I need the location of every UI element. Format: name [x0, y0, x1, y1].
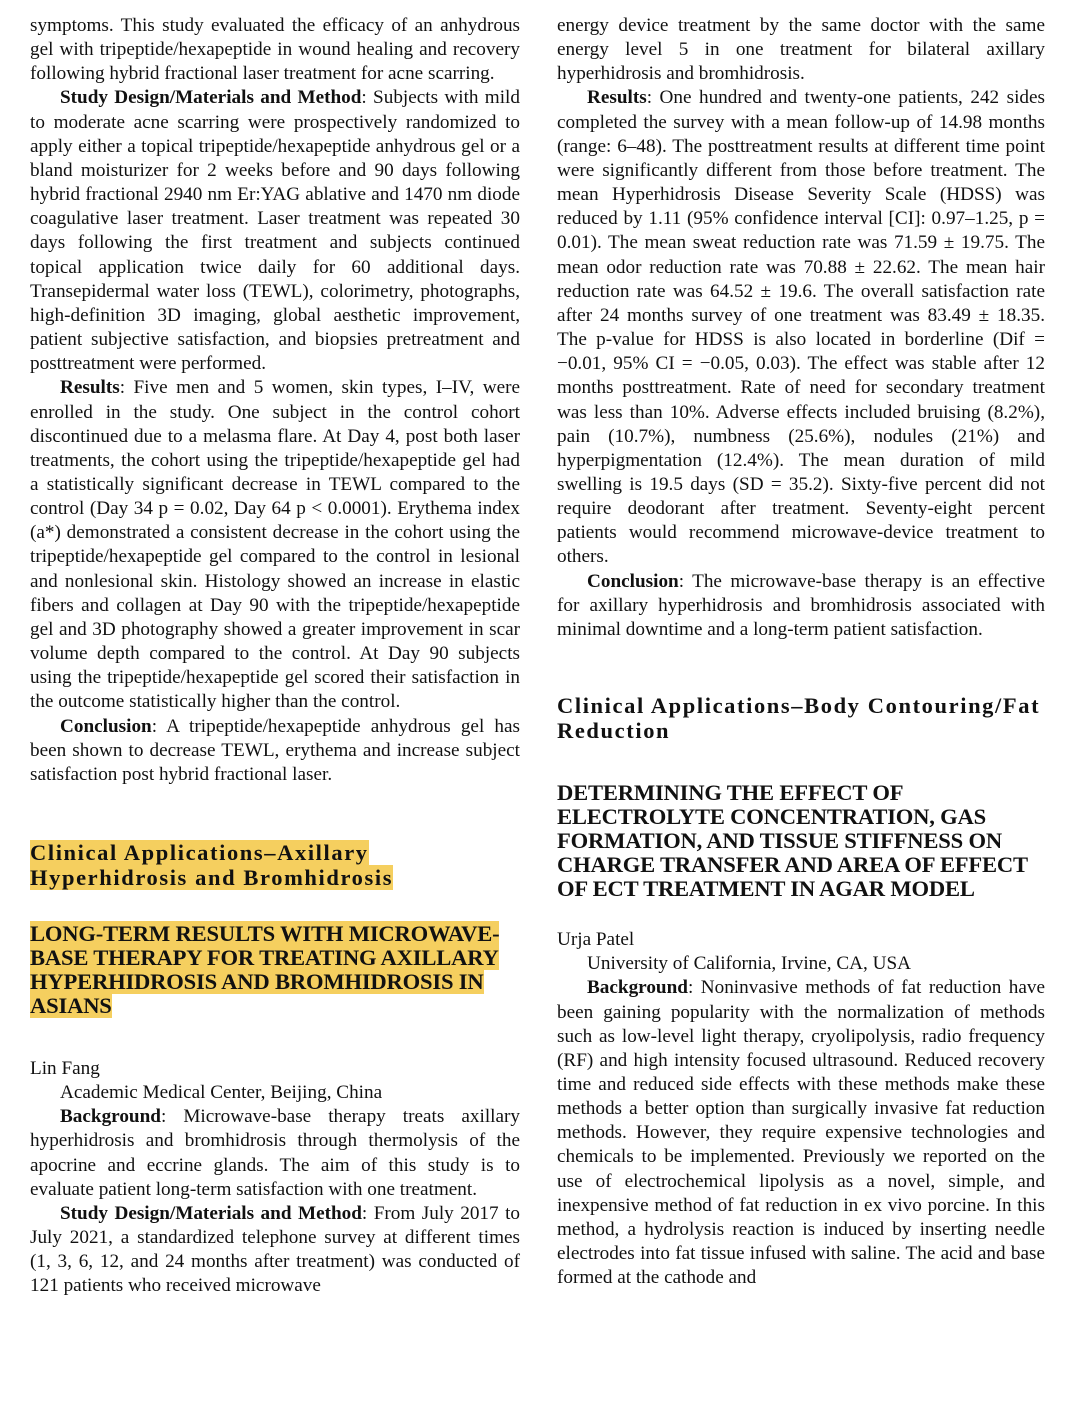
author-name: Lin Fang	[30, 1058, 100, 1079]
paragraph-label: Conclusion	[587, 570, 679, 592]
section-heading-text: Clinical Applications–Axillary Hyperhidrosis and Bromhidrosis	[30, 840, 394, 890]
paragraph-text: : One hundred and twenty-one patients, 242 sides completed the survey with a mean follow-up of 14.98 months (range: 6–48). The posttreatment results at different time point were significantly different from those before treatment. The mean Hyperhidrosis Disease Severity Scale (HDSS) was reduced by 1.11 (95% confidence interval [CI]: 0.97–1.25, p = 0.01). The mean sweat reduction rate was 71.59 ± 19.75. The mean odor reduction rate was 70.88 ± 22.62. The mean hair reduction rate was 64.52 ± 19.6. The overall satisfaction rate after 24 months survey of one treatment was 83.49 ± 18.35. The p-value for HDSS is also located in borderline (Dif = −0.01, 95% CI = −0.05, 0.03). The effect was stable after 12 months posttreatment. Rate of need for secondary treatment was less than 10%. Adverse effects included bruising (8.2%), pain (10.7%), numbness (25.6%), nodules (21%) and hyperpigmentation (12.4%). The mean duration of mild swelling is 19.5 days (SD = 35.2). Sixty-five percent did not require deodorant after treatment. Seventy-eight percent patients would recommend microwave-device treatment to others.	[557, 87, 1045, 568]
article-title	[30, 922, 520, 1018]
article-title: DETERMINING THE EFFECT OF ELECTROLYTE CONCENTRATION, GAS FORMATION, AND TISSUE STIFFNESS ON CHARGE TRANSFER AND AREA OF EFFECT OF ECT TREATMENT IN AGAR MODEL	[557, 780, 1028, 902]
section-heading: Clinical Applications–Body Contouring/Fat Reduction	[557, 693, 1041, 743]
paragraph-label: Study Design/Materials and Method	[60, 87, 362, 109]
author-affiliation: University of California, Irvine, CA, USA	[587, 953, 912, 975]
paragraph-text: : Noninvasive methods of fat reduction have been gaining popularity with the normalization of methods such as low-level light therapy, cryolipolysis, radio frequency (RF) and high intensity focused ultrasound. Reduced recovery time and reduced side effects with these methods make these methods a better option than surgically invasive fat reduction methods. However, they require expensive technologies and chemicals to be implemented. Previously we reported on the use of electrochemical lipolysis as a novel, simple, and inexpensive method of fat reduction in ex vivo porcine. In this method, a hydrolysis reaction is induced by inserting needle electrodes into fat tissue infused with saline. The acid and base formed at the cathode and	[557, 977, 1045, 1289]
body-paragraph	[557, 976, 1045, 1290]
paragraph-text: : From July 2017 to July 2021, a standardized telephone survey at different times (1, 3, 6, 12, and 24 months after treatment) was conducted of 121 patients who received microwave	[30, 1202, 520, 1297]
body-paragraph	[30, 1202, 520, 1299]
body-paragraph: symptoms. This study evaluated the efficacy of an anhydrous gel with tripeptide/hexapeptide in wound healing and recovery following hybrid fractional laser treatment for acne scarring.	[30, 15, 520, 85]
body-paragraph	[30, 715, 520, 787]
paragraph-label: Background	[587, 977, 688, 999]
body-paragraph	[557, 570, 1045, 642]
paragraph-text: : Microwave-base therapy treats axillary hyperhidrosis and bromhidrosis through thermolysis of the apocrine and eccrine glands. The aim of this study is to evaluate patient long-term satisfaction with one treatment.	[30, 1106, 520, 1200]
paragraph-text: : Five men and 5 women, skin types, I–IV, were enrolled in the study. One subject in the control cohort discontinued due to a melasma flare. At Day 4, post both laser treatments, the cohort using the tripeptide/hexapeptide gel had a statistically significant decrease in TEWL compared to the control (Day 34 p = 0.02, Day 64 p < 0.0001). Erythema index (a*) demonstrated a consistent decrease in the cohort using the tripeptide/hexapeptide gel compared to the control in lesional and nonlesional skin. Histology showed an increase in elastic fibers and collagen at Day 90 with the tripeptide/hexapeptide gel and 3D photography showed a greater improvement in scar volume depth compared to the control. At Day 90 subjects using the tripeptide/hexapeptide gel scored their satisfaction in the outcome statistically higher than the control.	[30, 377, 520, 713]
right-column	[557, 14, 1045, 1290]
section-heading	[30, 841, 520, 890]
paragraph-text: : A tripeptide/hexapeptide anhydrous gel has been shown to decrease TEWL, erythema and increase subject satisfaction post hybrid fractional laser.	[30, 715, 520, 785]
article-title-text: LONG-TERM RESULTS WITH MICROWAVE-BASE THERAPY FOR TREATING AXILLARY HYPERHIDROSIS AND BROMHIDROSIS IN ASIANS	[30, 921, 500, 1018]
body-paragraph	[30, 86, 520, 376]
author-affiliation: Academic Medical Center, Beijing, China	[60, 1082, 383, 1104]
paragraph-label: Study Design/Materials and Method	[60, 1202, 362, 1224]
paragraph-label: Results	[60, 377, 120, 399]
paragraph-label: Conclusion	[60, 715, 152, 737]
body-paragraph	[30, 376, 520, 714]
paragraph-text: : The microwave-base therapy is an effective for axillary hyperhidrosis and bromhidrosis associated with minimal downtime and a long-term patient satisfaction.	[557, 570, 1045, 640]
body-paragraph	[30, 1105, 520, 1202]
left-column	[30, 14, 520, 1299]
paragraph-label: Background	[60, 1106, 161, 1128]
body-paragraph	[557, 86, 1045, 569]
author-name: Urja Patel	[557, 929, 635, 951]
body-paragraph: energy device treatment by the same doctor with the same energy level 5 in one treatment for bilateral axillary hyperhidrosis and bromhidrosis.	[557, 15, 1045, 85]
paragraph-text: : Subjects with mild to moderate acne scarring were prospectively randomized to apply either a topical tripeptide/hexapeptide anhydrous gel or a bland moisturizer for 2 weeks before and 90 days following hybrid fractional 2940 nm Er:YAG ablative and 1470 nm diode coagulative laser treatment. Laser treatment was repeated 30 days following the first treatment and subjects continued topical application twice daily for 60 additional days. Transepidermal water loss (TEWL), colorimetry, photographs, high-definition 3D imaging, global aesthetic improvement, patient subjective satisfaction, and biopsies pretreatment and posttreatment were performed.	[30, 87, 520, 375]
paragraph-label: Results	[587, 87, 647, 109]
